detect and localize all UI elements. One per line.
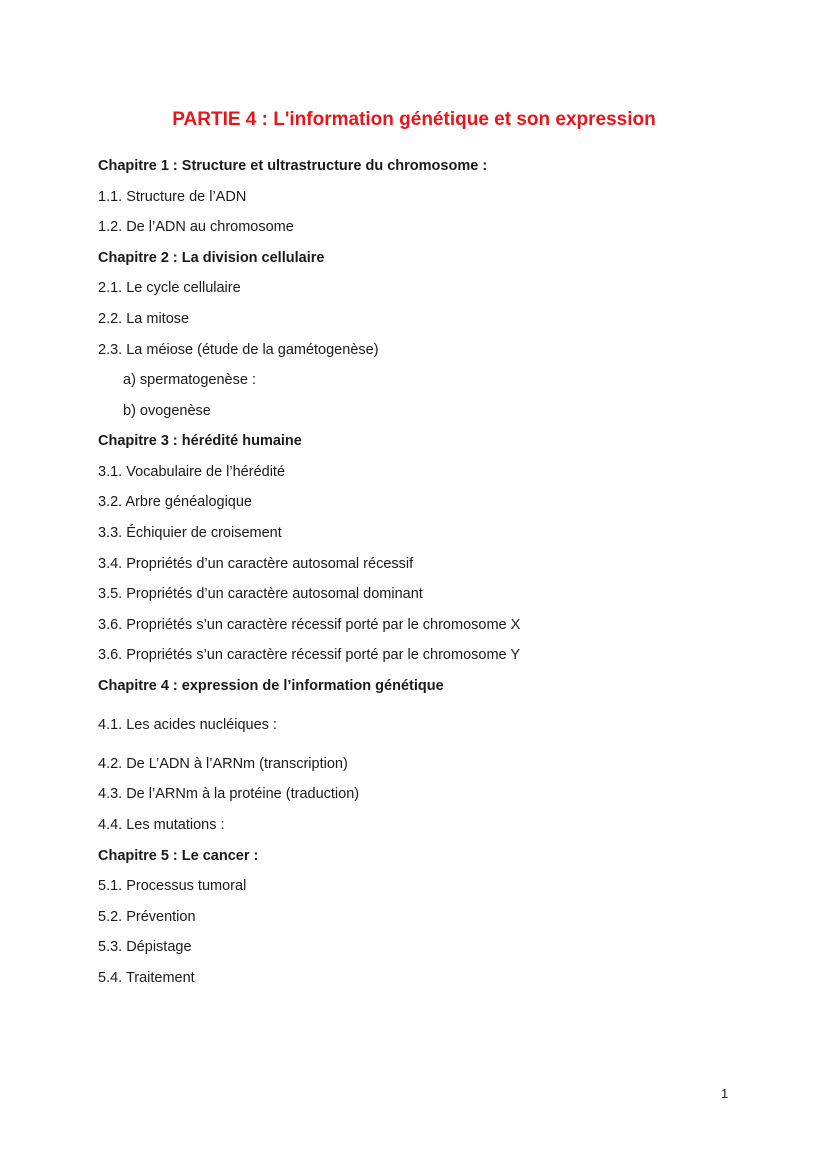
section-item: 4.2. De L’ADN à l’ARNm (transcription) (98, 756, 348, 772)
section-item: 2.1. Le cycle cellulaire (98, 280, 241, 296)
sub-item: a) spermatogenèse : (123, 372, 256, 388)
chapter-heading: Chapitre 2 : La division cellulaire (98, 250, 325, 266)
section-item: 3.6. Propriétés s’un caractère récessif porté par le chromosome X (98, 617, 521, 633)
chapter-heading: Chapitre 1 : Structure et ultrastructure du chromosome : (98, 158, 488, 174)
section-item: 3.1. Vocabulaire de l’hérédité (98, 464, 286, 480)
chapter-heading: Chapitre 4 : expression de l’information génétique (98, 678, 444, 694)
section-item: 3.6. Propriétés s’un caractère récessif porté par le chromosome Y (98, 647, 521, 663)
section-item: 5.4. Traitement (98, 970, 195, 986)
sub-item: b) ovogenèse (123, 403, 211, 419)
section-item: 2.3. La méiose (étude de la gamétogenèse) (98, 342, 379, 358)
section-item: 4.4. Les mutations : (98, 817, 225, 833)
section-item: 3.2. Arbre généalogique (98, 494, 252, 510)
chapter-heading: Chapitre 3 : hérédité humaine (98, 433, 302, 449)
section-item: 4.1. Les acides nucléiques : (98, 717, 277, 733)
section-item: 4.3. De l’ARNm à la protéine (traduction) (98, 786, 360, 802)
section-item: 3.3. Échiquier de croisement (98, 525, 282, 541)
section-item: 1.2. De l’ADN au chromosome (98, 219, 294, 235)
section-item: 3.4. Propriétés d’un caractère autosomal récessif (98, 556, 414, 572)
section-item: 5.1. Processus tumoral (98, 878, 247, 894)
section-item: 3.5. Propriétés d’un caractère autosomal dominant (98, 586, 423, 602)
section-item: 1.1. Structure de l’ADN (98, 189, 247, 205)
chapter-heading: Chapitre 5 : Le cancer : (98, 848, 259, 864)
page-title: PARTIE 4 : L'information génétique et son expression (172, 109, 656, 130)
section-item: 5.3. Dépistage (98, 939, 192, 955)
page-number: 1 (721, 1086, 729, 1101)
section-item: 2.2. La mitose (98, 311, 190, 327)
section-item: 5.2. Prévention (98, 909, 196, 925)
